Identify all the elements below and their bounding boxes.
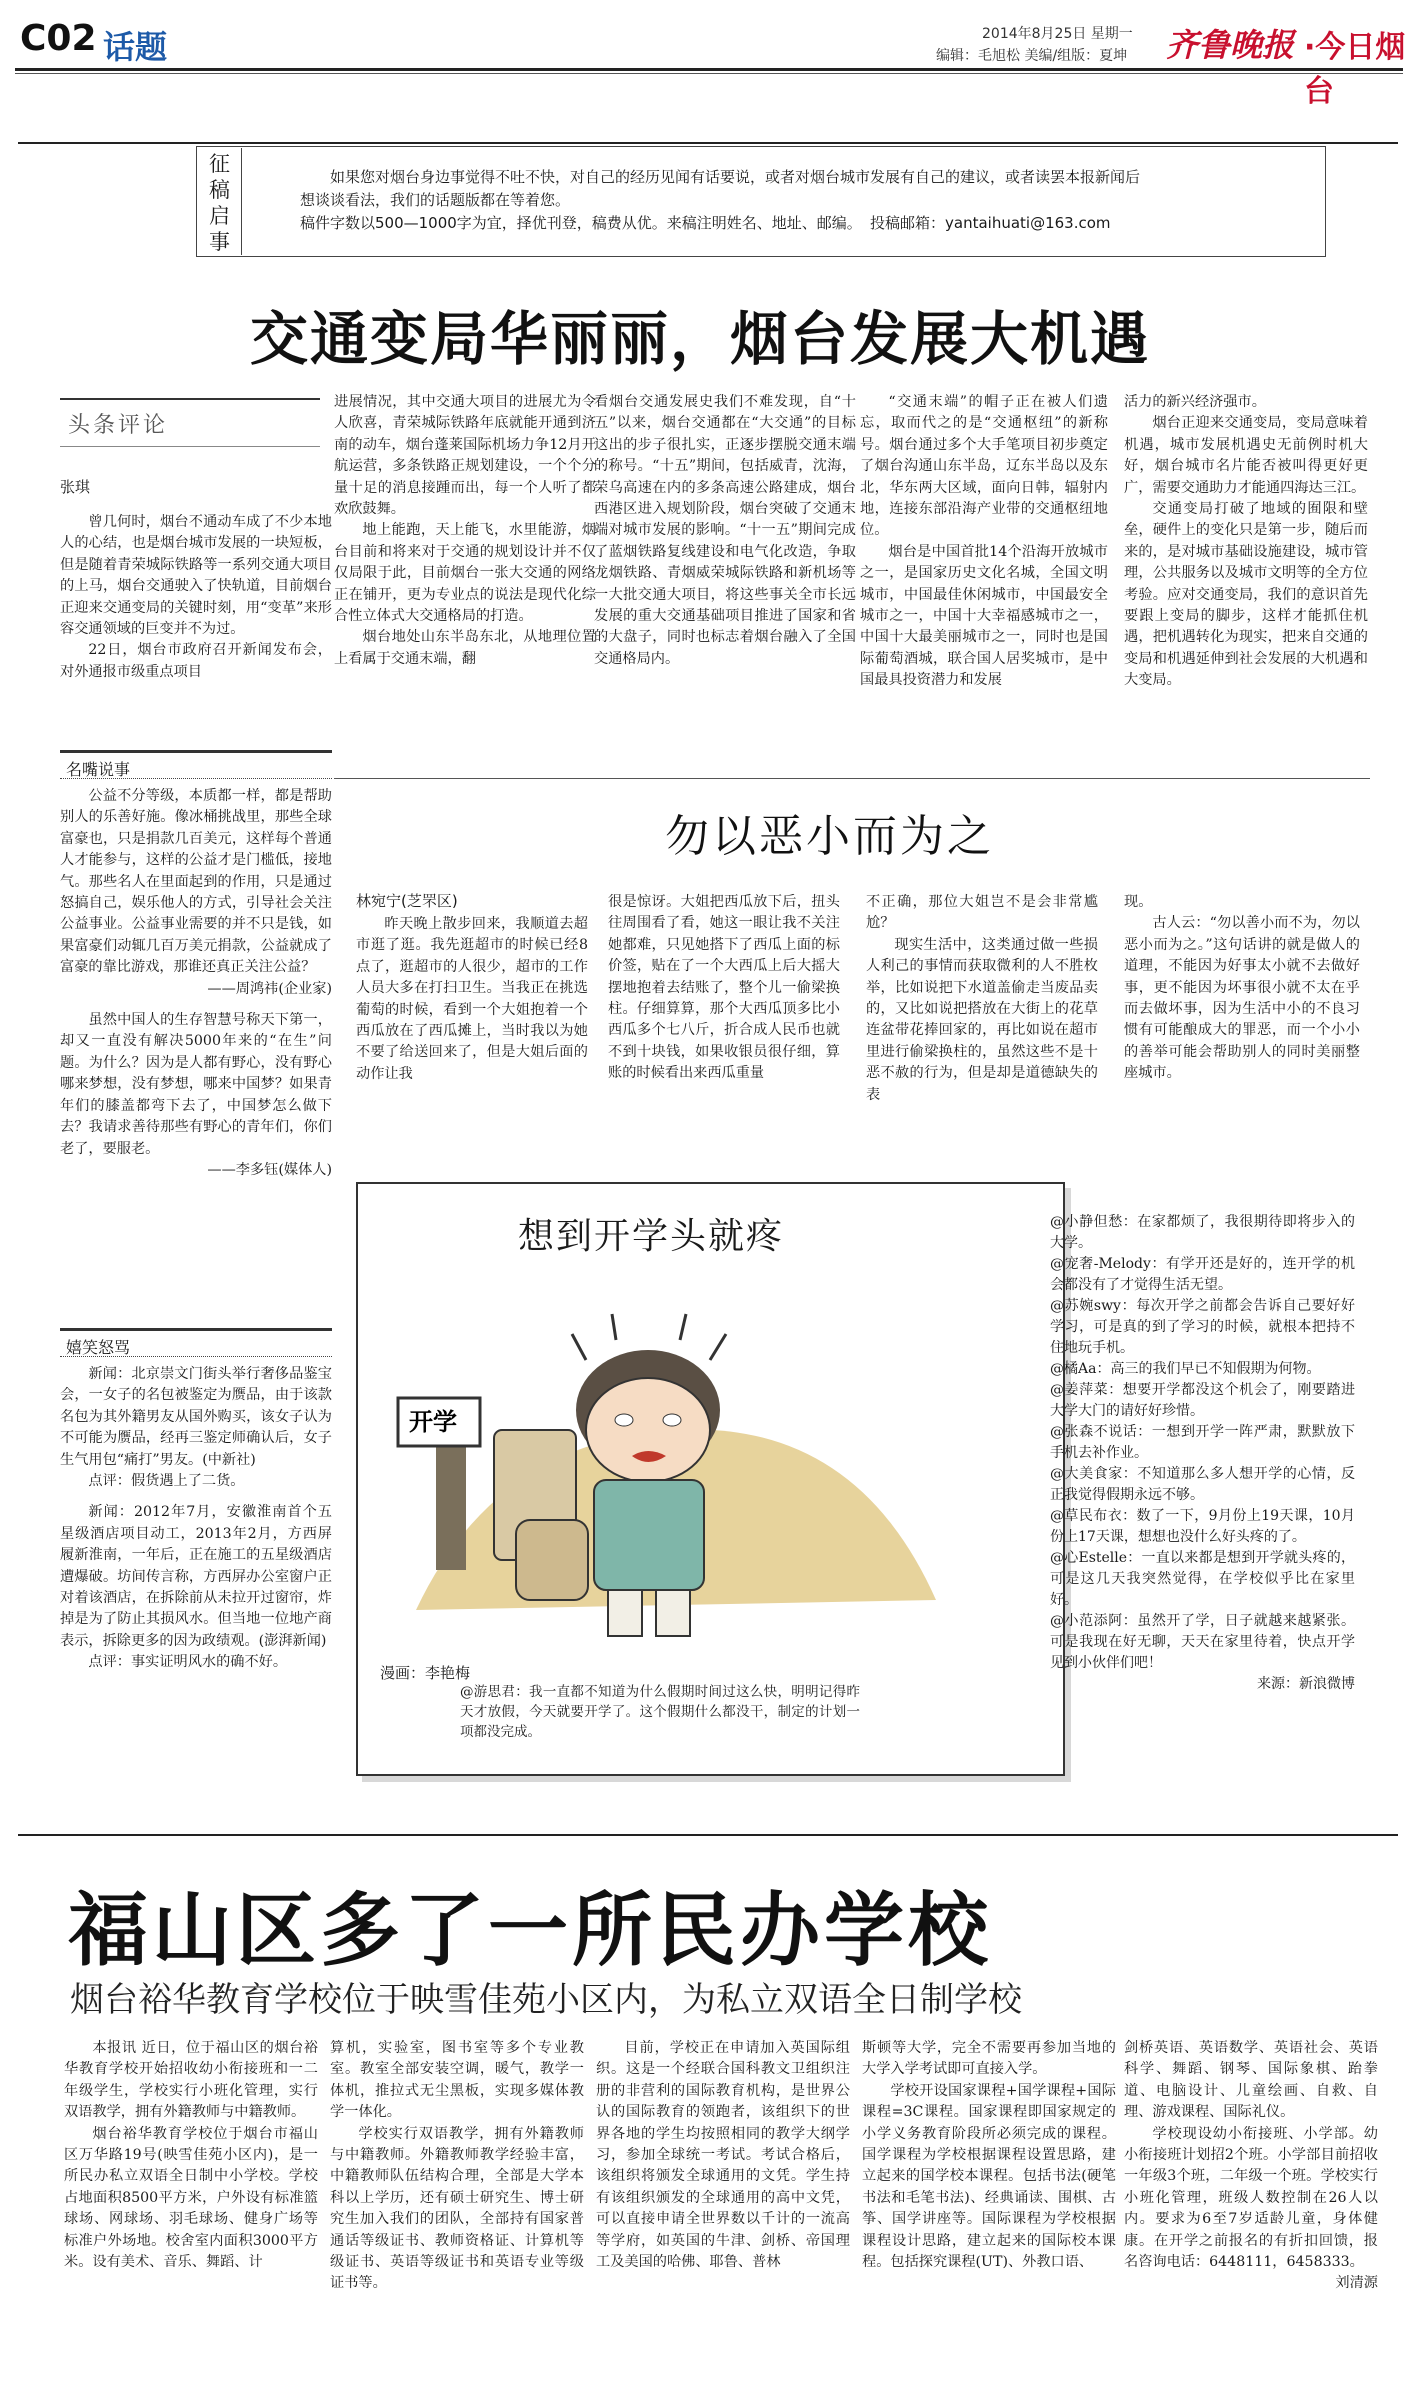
article2-col2: 很是惊讶。大姐把西瓜放下后，扭头往周围看了看，她这一眼让我不关注她都难，只见她搭下了西瓜上面的标价签，贴在了一个大西瓜上后大摇大摆地抱着去结账了，整个儿一偷梁换柱。仔细算算，那个大西瓜顶多比小西瓜多个七八斤，折合成人民币也就不到十块钱，如果收银员很仔细，算账的时候看出来西瓜重量: [608, 894, 840, 1082]
cartoon-credit: 漫画：李艳梅: [380, 1664, 471, 1682]
backpack: [516, 1520, 588, 1600]
weibo-title: 想到开学头就疼: [518, 1216, 785, 1257]
article1-bottom-rule: [334, 778, 1370, 779]
weibo-comment: @苏婉swy：每次开学之前都会告诉自己要好好学习，可是真的到了学习的时候，就根本把持不住地玩手机。: [1050, 1298, 1355, 1356]
article1-headline: 交通变局华丽丽，烟台发展大机遇: [250, 305, 1151, 373]
article1-col3: 看烟台交通发展史我们不难发现，自“十五”以来，烟台交通都在“大交通”的目标这出的步子很扎实，正逐步摆脱交通末端的称号。“十五”期间，包括威青，沈海，荣乌高速在内的多条高速公路建成，烟台西港区进入规划阶段，烟台突破了交通末端对城市发展的影响。“十一五”期间完成了蓝烟铁路复线建设和电气化改造，争取龙烟铁路、青烟威荣城际铁路和新机场等一大批交通大项目，将这些事关全市长远发展的重大交通基础项目推进了国家和省的大盘子，同时也标志着烟台融入了全国交通格局内。: [594, 394, 856, 667]
sign-text: 开学: [409, 1408, 457, 1436]
article3-col3: 目前，学校正在申请加入英国际组织。这是一个经联合国科教文卫组织注册的非营利的国际教育机构，是世界公认的国际教育的领跑者，该组织下的世界各地的学生均按照相同的教学大纲学习，参加全球统一考试。考试合格后，该组织将颁发全球通用的文凭。学生持有该组织颁发的全球通用的高中文凭，可以直接申请全世界数以千计的一流高等学府，如英国的牛津、剑桥、帝国理工及美国的哈佛、耶鲁、普林: [596, 2040, 850, 2271]
article1-col4: “交通末端”的帽子正在被人们遗忘，取而代之的是“交通枢纽”的新称号。烟台通过多个大手笔项目初步奠定了烟台沟通山东半岛，辽东半岛以及东北，华东两大区域，面向日韩，辐射内地，连接东部沿海产业带的交通枢纽地位。 烟台是中国首批14个沿海开放城市之一，是国家历史文化名城，全国文明城市，中国最佳休闲城市，中国最安全城市之一，中国十大幸福感城市之一，中国十大最美丽城市之一，同时也是国际葡萄酒城，联合国人居奖城市，是中国最具投资潜力和发展: [860, 394, 1108, 689]
mingjia-label: 名嘴说事: [66, 760, 131, 779]
boy-face: [586, 1378, 710, 1482]
paper-name: 齐鲁晚报: [1166, 26, 1295, 64]
article1-col1: 曾几何时，烟台不通动车成了不少本地人的心结，也是烟台城市发展的一块短板，但是随着青荣城际铁路等一系列交通大项目的上马，烟台交通驶入了快轨道，目前烟台正迎来交通变局的关键时刻，用“变革”来形容交通领域的巨变并不为过。 22日，烟台市政府召开新闻发布会，对外通报市级重点项目: [60, 514, 332, 680]
xixiao-label: 嬉笑怒骂: [66, 1338, 131, 1357]
article3-col5: 剑桥英语、英语数学、英语社会、英语科学、舞蹈、钢琴、国际象棋、跆拳道、电脑设计、儿童绘画、自救、自理、游戏课程、国际礼仪。 学校现设幼小衔接班、小学部。幼小衔接班计划招2个班。小学部目前招收一年级3个班，二年级一个班。学校实行小班化管理，班级人数控制在26人以内。要求为6至7岁适龄儿童，身体健康。在开学之前报名的有折扣回馈，报名咨询电话：6448111，6458333。 刘清源: [1124, 2038, 1378, 2295]
boy-left-leg: [608, 1590, 642, 1636]
callbox-line-1: 如果您对烟台身边事觉得不吐不快，对自己的经历见闻有话要说，或者对烟台城市发展有自己的建议，或者读罢本报新闻后: [330, 168, 1141, 186]
article3-top-rule: [18, 1834, 1398, 1836]
boy-shirt: [594, 1480, 704, 1590]
email-link[interactable]: yantaihuati@163.com: [945, 214, 1111, 232]
editors-line: 编辑：毛旭松 美编/组版：夏坤: [936, 48, 1128, 64]
callbox-line-3: 稿件字数以500—1000字为宜，择优刊登，稿费从优。来稿注明姓名、地址、邮编。: [300, 214, 862, 232]
mingjia-col: 公益不分等级，本质都一样，都是帮助别人的乐善好施。像冰桶挑战里，那些全球富豪也，只是捐款几百美元，这样每个普通人才能参与，这样的公益才是门槛低，接地气。那些名人在里面起到的作用，只是通过怒搞自己，娱乐他人的方式，引导社会关注公益事业。公益事业需要的并不只是钱，如果富豪们动辄几百万美元捐款，公益就成了富豪的靠比游戏，那谁还真正关注公益？ ——周鸿祎(企业家) 虽然中国人的生存智慧号称天下第一，却又一直没有解决5000年来的“在生”问题。为什么？因为是人都有野心，没有野心哪来梦想，没有梦想，哪来中国梦？如果青年们的膝盖都弯下去了，中国梦怎么做下去？我请求善待那些有野心的青年们，你们老了，要服老。 ——李多钰(媒体人): [60, 788, 332, 1178]
date-line: 2014年8月25日 星期一: [982, 26, 1133, 42]
weibo-source: 来源：新浪微博: [1257, 1676, 1355, 1692]
xixiao-dotted: [60, 1356, 332, 1357]
mingjia-dotted: [60, 778, 332, 779]
weibo-comment: @小范添阿：虽然开了学，日子就越来越紧张。可是我现在好无聊，天天在家里待着，快点开学见到小伙伴们吧！: [1050, 1613, 1355, 1671]
weibo-comment: @张森不说话：一想到开学一阵严肃，默默放下手机去补作业。: [1050, 1424, 1355, 1461]
article3-col1: 本报讯 近日，位于福山区的烟台裕华教育学校开始招收幼小衔接班和一二年级学生，学校实行小班化管理，实行双语教学，拥有外籍教师与中籍教师。 烟台裕华教育学校位于烟台市福山区万华路19号(映雪佳苑小区内)，是一所民办私立双语全日制中小学校。学校占地面积8500平方米，户外设有标准篮球场、网球场、羽毛球场、健身广场等标准户外场地。校舍室内面积3000平方米。设有美术、音乐、舞蹈、计: [64, 2040, 318, 2271]
article2-col3: 不正确，那位大姐岂不是会非常尴尬？ 现实生活中，这类通过做一些损人利己的事情而获取微利的人不胜枚举，比如说把下水道盖偷走当废品卖的，又比如说把搭放在大街上的花草连盆带花捧回家的，再比如说在超市里进行偷梁换柱的，虽然这些不是十恶不赦的行为，但是却是道德缺失的表: [866, 894, 1098, 1103]
weibo-bottom-comment: @游思君：我一直都不知道为什么假期时间过这么快，明明记得昨天才放假，今天就要开学了。这个假期什么都没干，制定的计划一项都没完成。: [460, 1684, 860, 1740]
weibo-comment: @小静但愁：在家都烦了，我很期待即将步入的大学。: [1050, 1214, 1355, 1251]
masthead-rule-thin: [15, 73, 1403, 74]
article1-author: 张琪: [60, 478, 91, 496]
boy-right-leg: [656, 1590, 690, 1636]
callbox-label: 征 稿 启 事: [198, 148, 242, 255]
article2-col4: 现。 古人云：“勿以善小而不为，勿以恶小而为之。”这句话讲的就是做人的道理，不能因为好事太小就不去做好事，更不能因为坏事很小就不太在乎而去做坏事，因为生活中小的不良习惯有可能酿成大的罪恶，而一个小小的善举可能会帮助别人的同时美丽整座城市。: [1124, 894, 1360, 1082]
article3-col4: 斯顿等大学，完全不需要再参加当地的大学入学考试即可直接入学。 学校开设国家课程+国学课程+国际课程=3C课程。国家课程即国家规定的小学义务教育阶段所必须完成的课程。国学课程为学校根据课程设置思路，建立起来的国学校本课程。包括书法(硬笔书法和毛笔书法)、经典诵读、围棋、古筝、国学讲座等。国际课程为学校根据课程设计思路，建立起来的国际校本课程。包括探究课程(UT)、外教口语、: [862, 2040, 1116, 2271]
weibo-comment: @宠奢-Melody：有学开还是好的，连开学的机会都没有了才觉得生活无望。: [1050, 1256, 1355, 1293]
weibo-comment: @大美食家：不知道那么多人想开学的心情，反正我觉得假期永远不够。: [1050, 1466, 1355, 1503]
article1-col5: 活力的新兴经济强市。 烟台正迎来交通变局，变局意味着机遇，城市发展机遇史无前例时机大好，烟台城市名片能否被叫得更好更广，需要交通助力才能通四海达三江。 交通变局打破了地域的囿限和壁垒，硬件上的变化只是第一步，随后而来的，是对城市基础设施建设，城市管理，公共服务以及城市文明等的全方位考验。应对交通变局，我们的意识首先要跟上变局的脚步，这样才能抓住机遇，把机遇转化为现实，把来自交通的变局和机遇延伸到社会发展的大机遇和大变局。: [1124, 394, 1368, 689]
callbox-email-label: 投稿邮箱：: [870, 214, 946, 232]
article3-author: 刘清源: [1335, 2275, 1378, 2292]
boy-right-eye: [663, 1414, 681, 1426]
article3-col2: 算机，实验室，图书室等多个专业教室。教室全部安装空调，暖气，教学一体机，推拉式无尘黑板，实现多媒体教学一体化。 学校实行双语教学，拥有外籍教师与中籍教师。外籍教师教学经验丰富，中籍教师队伍结构合理，全部是大学本科以上学历，还有硕士研究生、博士研究生加入我们的团队，全部持有国家普通话等级证书、教师资格证、计算机等级证书、英语等级证书和英语专业等级证书等。: [330, 2040, 584, 2292]
article2-author: 林宛宁(芝罘区): [356, 892, 458, 910]
column-label: 头条评论: [68, 413, 169, 438]
article1-col2: 进展情况，其中交通大项目的进展尤为令人欣喜，青荣城际铁路年底就能开通到济南的动车，烟台蓬莱国际机场力争12月开航运营，多条铁路正规划建设，一个个分量十足的消息接踵而出，每一个人听了都欢欣鼓舞。 地上能跑，天上能飞，水里能游，烟台目前和将来对于交通的规划设计并不仅仅局限于此，目前烟台一张大交通的网络正在铺开，更为专业点的说法是现代化综合性立体式大交通格局的打造。 烟台地处山东半岛东北，从地理位置上看属于交通末端，翻: [334, 394, 596, 667]
boy-left-eye: [615, 1414, 633, 1426]
article2-headline: 勿以恶小而为之: [665, 811, 994, 862]
paper-edition: ·今日烟台: [1304, 30, 1406, 109]
callbox-line-2: 想谈谈看法，我们的话题版都在等着您。: [300, 191, 571, 209]
weibo-comment: @心Estelle：一直以来都是想到开学就头疼的，可是这几天我突然觉得，在学校似乎比在家里好。: [1050, 1550, 1355, 1608]
cartoon-illustration: [376, 1270, 1020, 1660]
xixiao-col: 新闻：北京崇文门街头举行奢侈品鉴宝会，一女子的名包被鉴定为赝品，由于该款名包为其外籍男友从国外购买，该女子认为不可能为赝品，经再三鉴定师确认后，女子生气用包“痛打”男友。(中新社) 点评：假货遇上了二货。 新闻：2012年7月，安徽淮南首个五星级酒店项目动工，2013年2月，方西屏履新淮南，一年后，正在施工的五星级酒店遭爆破。坊间传言称，方西屏办公室窗户正对着该酒店，在拆除前从未拉开过窗帘，炸掉是为了防止其损风水。但当地一位地产商表示，拆除更多的因为政绩观。(澎湃新闻) 点评：事实证明风水的确不好。: [60, 1366, 332, 1671]
masthead-rule: [15, 68, 1403, 71]
callbox-email[interactable]: [870, 212, 1111, 233]
weibo-comment: @橘Aa：高三的我们早已不知假期为何物。: [1050, 1361, 1321, 1377]
article3-subhead: 烟台裕华教育学校位于映雪佳苑小区内，为私立双语全日制学校: [70, 1980, 1022, 2020]
weibo-comment: @姜萍菜：想要开学都没这个机会了，刚要踏进大学大门的请好好珍惜。: [1050, 1382, 1355, 1419]
section-title: 话题: [103, 28, 168, 66]
column-label-box: [60, 398, 320, 447]
weibo-comments: [1050, 1212, 1355, 1695]
article2-col1: 昨天晚上散步回来，我顺道去超市逛了逛。我先逛超市的时候已经8点了，逛超市的人很少，超市的工作人员大多在打扫卫生。当我正在挑选葡萄的时候，看到一个大姐抱着一个西瓜放在了西瓜摊上，当时我以为她不要了给送回来了，但是大姐后面的动作让我: [356, 916, 588, 1082]
callbox-top-rule: [18, 142, 1398, 144]
article3-headline: 福山区多了一所民办学校: [68, 1884, 992, 1977]
mingjia-header: [60, 750, 332, 780]
xixiao-header: [60, 1328, 332, 1358]
page-number: C02: [20, 18, 97, 59]
weibo-comment: @草民布衣：数了一下，9月份上19天课，10月份上17天课，想想也没什么好头疼的了。: [1050, 1508, 1355, 1545]
